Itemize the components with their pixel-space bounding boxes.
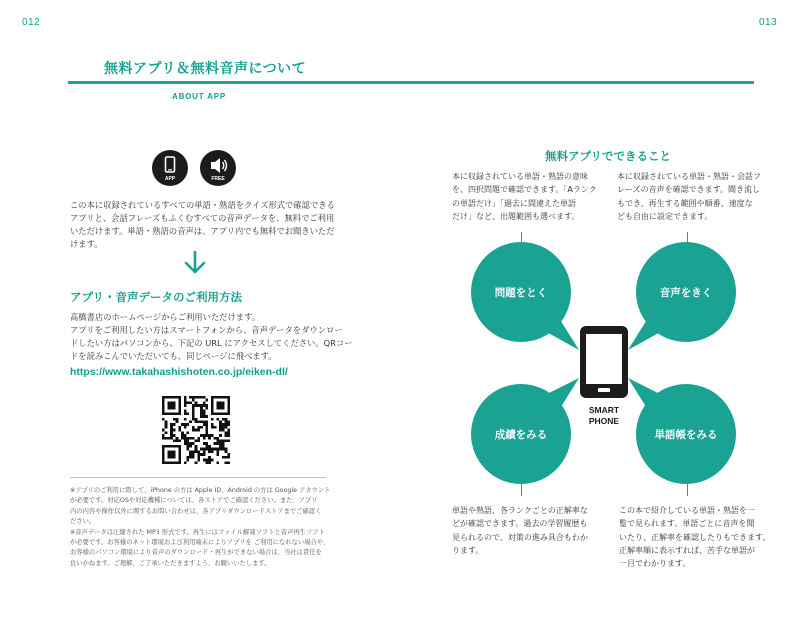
download-url-link[interactable]: https://www.takahashishoten.co.jp/eiken-dl/ (70, 366, 288, 378)
note-line: ※アプリのご利用に際して、iPhone の方は Apple ID、Android の方は Google アカウント (70, 487, 331, 494)
note-line: ※音声データは圧縮された MP3 形式です。再生にはファイル解凍ソフトと音声再生ソフト (70, 528, 325, 536)
feature-line: この本で紹介している単語・熟語を一 (619, 506, 755, 515)
feature-line: もでき、再生する範囲や順番、速度な (617, 198, 753, 208)
bubble-audio-label: 音声をきく (659, 287, 713, 299)
usage-line: 高橋書店のホームページからご利用いただけます。 (70, 312, 261, 322)
feature-line: の単語だけ」「過去に間違えた単語 (452, 198, 576, 208)
usage-title: アプリ・音声データのご利用方法 (70, 290, 243, 304)
bubble-wordbook-label: 単語帳をみる (654, 429, 718, 441)
note-line: が必要です。対応OSや対応機種については、各ストアでご確認ください。また、アプリ (70, 497, 318, 505)
notes (70, 486, 340, 569)
intro-line: アプリと、会話フレーズもふくむすべての音声データを、無料でご利用 (70, 213, 335, 223)
usage-text (70, 311, 370, 363)
app-icon (152, 150, 188, 186)
header-rule (68, 81, 754, 84)
feature-line: いたり、正解率を確認したりもできます。 (619, 532, 771, 542)
usage-line: ドを読みこんでいただいても、同じページに飛べます。 (70, 351, 277, 361)
note-line: 内の内容や操作以外に関するお問い合わせは、各アプリダウンロードストアまでご確認く (70, 507, 322, 515)
feature-quiz-text (452, 170, 612, 223)
feature-line: ども自由に設定できます。 (617, 211, 713, 221)
smartphone-label-line: PHONE (588, 416, 620, 426)
right-page-number: 013 (759, 17, 778, 28)
smartphone-icon (578, 324, 630, 400)
feature-line: 正解率順に表示すれば、苦手な単語が (619, 545, 755, 555)
page-title: 無料アプリ＆無料音声について (104, 61, 307, 77)
features-title: 無料アプリでできること (545, 149, 672, 163)
feature-results-text (452, 504, 612, 557)
note-line: が必要です。お客様のネット環境および利用端末によりアプリを ご利用になれない場合や、 (70, 539, 330, 547)
app-icon-label: APP (164, 176, 176, 182)
feature-line: 一目でわかります。 (619, 559, 691, 569)
intro-text (70, 199, 370, 251)
feature-line: 本に収録されている単語・熟語の意味 (452, 172, 588, 181)
smartphone-label (574, 405, 634, 427)
intro-line: この本に収録されているすべての単語・熟語をクイズ形式で確認できる (70, 200, 335, 210)
free-icon-label: FREE (211, 176, 225, 182)
bubble-results-label: 成績をみる (494, 429, 548, 441)
feature-line: 単語や熟語、各ランクごとの正解率な (452, 506, 588, 515)
feature-wordbook-text (619, 504, 784, 570)
bubble-quiz-label: 問題をとく (494, 287, 548, 299)
feature-line: 覧で見られます。単語ごとに音声を聞 (619, 519, 755, 529)
intro-line: けます。 (70, 239, 103, 249)
down-arrow-icon (182, 250, 208, 276)
feature-line: 見られるので、対策の進み具合もわか (452, 532, 588, 542)
left-page-number: 012 (22, 17, 41, 28)
speaker-icon (200, 150, 236, 186)
intro-line: いただけます。単語・熟語の音声は、アプリ内でも無料でお聞きいただ (70, 226, 335, 236)
feature-line: を、四択問題で確認できます。「Aランク (452, 185, 597, 195)
feature-line: だけ」など、出題範囲も選べます。 (452, 211, 580, 221)
feature-line: 本に収録されている単語・熟語・会話フ (617, 172, 761, 181)
usage-line: アプリをご利用したい方はスマートフォンから、音声データをダウンロー (70, 325, 343, 335)
feature-audio-text (617, 170, 782, 223)
qr-code[interactable] (162, 396, 230, 464)
smartphone-label-line: SMART (588, 405, 620, 415)
note-line: お客様のパソコン環境により音声のダウンロード・再生ができない場合は、当社は責任を (70, 549, 322, 557)
page-subtitle: ABOUT APP (172, 92, 227, 101)
note-line: 負いかねます。ご理解、ご了承いただきますよう、お願いいたします。 (70, 559, 271, 567)
feature-line: どが確認できます。過去の学習履歴も (452, 519, 588, 529)
feature-line: ります。 (452, 545, 484, 555)
usage-line: ドしたい方はパソコンから、下記の URL にアクセスしてください。QRコー (70, 338, 353, 348)
feature-line: レーズの音声を確認できます。聞き流し (617, 185, 760, 195)
notes-divider (70, 477, 326, 478)
note-line: ださい。 (70, 518, 96, 526)
